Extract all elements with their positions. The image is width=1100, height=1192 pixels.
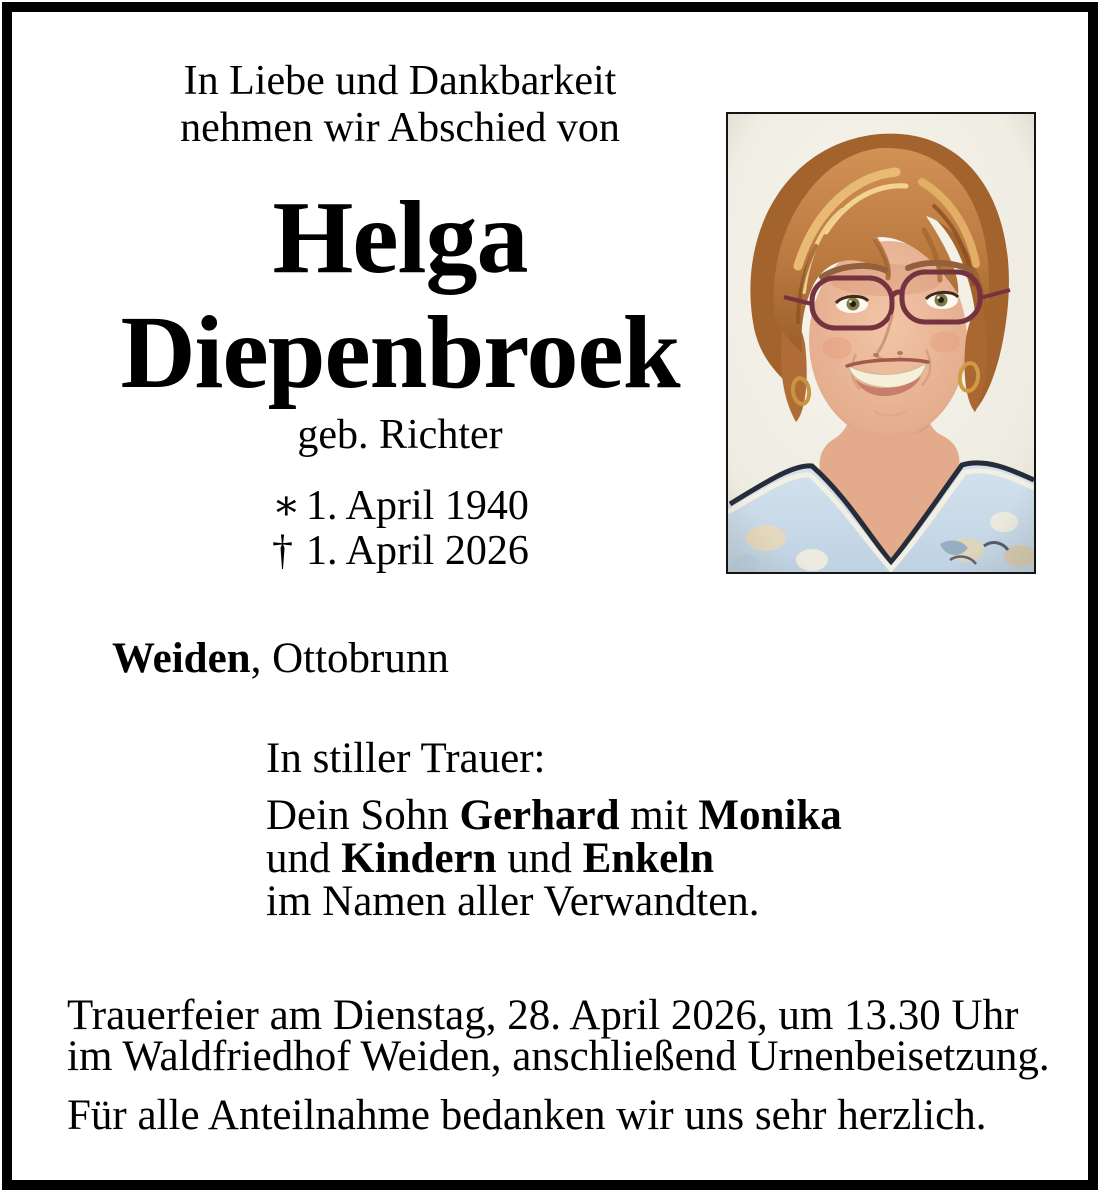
last-name: Diepenbroek bbox=[120, 295, 680, 410]
birth-star-icon: ∗ bbox=[272, 483, 301, 529]
mourning-header: In stiller Trauer: bbox=[266, 735, 546, 782]
intro-line-2: nehmen wir Abschied von bbox=[180, 105, 620, 151]
birth-date: 1. April 1940 bbox=[306, 483, 529, 529]
deceased-name bbox=[0, 180, 800, 410]
maiden-name: geb. Richter bbox=[297, 412, 503, 458]
portrait-illustration bbox=[728, 114, 1034, 572]
city-line bbox=[112, 635, 449, 682]
death-date-line bbox=[272, 529, 529, 574]
thanks-line: Für alle Anteilnahme bedanken wir uns sehr herzlich. bbox=[67, 1092, 987, 1139]
mourning-line-2: und Kindern und Enkeln bbox=[266, 835, 715, 882]
funeral-line-1: Trauerfeier am Dienstag, 28. April 2026, um 13.30 Uhr bbox=[67, 992, 1019, 1039]
intro-block bbox=[0, 58, 800, 152]
funeral-line-2: im Waldfriedhof Weiden, anschließend Urnenbeisetzung. bbox=[67, 1033, 1050, 1080]
mourning-lines bbox=[266, 794, 842, 923]
city-main: Weiden bbox=[112, 635, 251, 682]
life-dates bbox=[272, 484, 529, 574]
city-secondary: , Ottobrunn bbox=[250, 635, 449, 682]
funeral-info bbox=[67, 992, 1050, 1080]
first-name: Helga bbox=[272, 180, 528, 295]
birth-date-line bbox=[272, 484, 529, 529]
mourning-line-3: im Namen aller Verwandten. bbox=[266, 878, 760, 925]
death-cross-icon: † bbox=[272, 528, 293, 574]
death-date: 1. April 2026 bbox=[306, 528, 529, 574]
portrait-photo bbox=[726, 112, 1036, 574]
intro-line-1: In Liebe und Dankbarkeit bbox=[183, 58, 617, 104]
mourning-line-1: Dein Sohn Gerhard mit Monika bbox=[266, 792, 842, 839]
